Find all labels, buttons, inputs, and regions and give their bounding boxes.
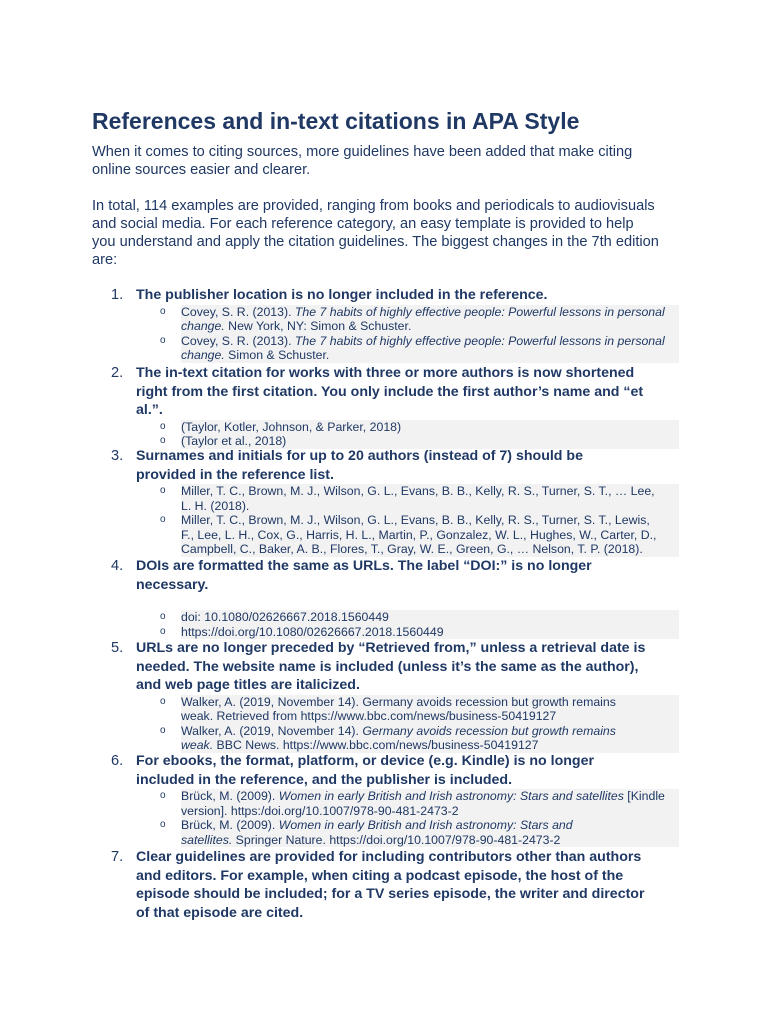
example-item: o Miller, T. C., Brown, M. J., Wilson, G. L., Evans, B. B., Kelly, R. S., Turner, S. T., Lewis, F., Lee, L. H., Cox, G., Harris, H. L., Martin, P., Gonzalez, W. L., Hughes, W., Carter, D., Campbell, C., Baker, A. B., Flores, T., Gray, W. E., Green, G., … Nelson, T. P. (2018).	[181, 513, 679, 557]
summary-paragraph: In total, 114 examples are provided, ranging from books and periodicals to audiovisuals and social media. For each reference category, an easy template is provided to help you understand and apply the citation guidelines. The biggest changes in the 7th edition are:	[92, 198, 659, 268]
example-item: o (Taylor, Kotler, Johnson, & Parker, 2018)	[181, 420, 679, 435]
change-heading: For ebooks, the format, platform, or device (e.g. Kindle) is no longer included in the reference, and the publisher is included.	[136, 753, 594, 788]
list-number: 3.	[111, 448, 124, 464]
example-item: o Covey, S. R. (2013). The 7 habits of highly effective people: Powerful lessons in personal change. New York, NY: Simon & Schuster.	[181, 305, 679, 334]
change-item-3	[92, 447, 692, 557]
change-heading: Surnames and initials for up to 20 authors (instead of 7) should be provided in the reference list.	[136, 448, 583, 483]
list-number: 7.	[111, 849, 124, 865]
bullet-icon: o	[160, 305, 166, 317]
example-item: o Walker, A. (2019, November 14). Germany avoids recession but growth remains weak. BBC News. https://www.bbc.com/news/business-50419127	[181, 724, 679, 753]
example-list	[92, 484, 692, 557]
example-item: o https://doi.org/10.1080/02626667.2018.1560449	[181, 625, 679, 640]
example-item: o (Taylor et al., 2018)	[181, 434, 679, 449]
bullet-icon: o	[160, 420, 166, 432]
bullet-icon: o	[160, 695, 166, 707]
bullet-icon: o	[160, 334, 166, 346]
bullet-icon: o	[160, 819, 166, 830]
list-number: 2.	[111, 365, 124, 381]
example-item: o Brück, M. (2009). Women in early British and Irish astronomy: Stars and satellites. Springer Nature. https://doi.org/10.1007/978-90-481-2473-2	[181, 818, 679, 847]
example-item: o doi: 10.1080/02626667.2018.1560449	[181, 610, 679, 625]
example-item: o Covey, S. R. (2013). The 7 habits of highly effective people: Powerful lessons in personal change. Simon & Schuster.	[181, 334, 679, 363]
bullet-icon: o	[160, 514, 166, 525]
example-list	[92, 695, 692, 753]
example-list	[92, 420, 692, 449]
bullet-icon: o	[160, 435, 166, 446]
bullet-icon: o	[160, 625, 166, 637]
change-item-1	[92, 286, 692, 363]
bullet-icon: o	[160, 790, 166, 801]
change-heading: URLs are no longer preceded by “Retrieved from,” unless a retrieval date is needed. The website name is included (unless it’s the same as the author), and web page titles are italicized.	[136, 640, 646, 693]
bullet-icon: o	[160, 724, 166, 736]
change-item-2	[92, 364, 692, 449]
example-list	[92, 610, 692, 639]
change-heading: The publisher location is no longer included in the reference.	[136, 287, 548, 303]
change-heading: The in-text citation for works with three or more authors is now shortened right from the first citation. You only include the first author’s name and “et al.”.	[136, 365, 644, 418]
example-item: o Brück, M. (2009). Women in early British and Irish astronomy: Stars and satellites [Kindle version]. https:/doi.org/10.1007/978-90-481-2473-2	[181, 789, 679, 818]
bullet-icon: o	[160, 611, 166, 622]
example-list	[92, 789, 692, 847]
list-number: 6.	[111, 753, 124, 769]
change-item-7	[92, 848, 692, 922]
change-item-5	[92, 639, 692, 753]
example-item: o Miller, T. C., Brown, M. J., Wilson, G. L., Evans, B. B., Kelly, R. S., Turner, S. T., … Lee, L. H. (2018).	[181, 484, 679, 513]
intro-paragraph: When it comes to citing sources, more guidelines have been added that make citing online sources easier and clearer.	[92, 144, 633, 178]
change-item-4	[92, 557, 692, 639]
bullet-icon: o	[160, 485, 166, 496]
change-item-6	[92, 752, 692, 847]
list-number: 1.	[111, 287, 124, 303]
list-number: 4.	[111, 558, 124, 574]
example-item: o Walker, A. (2019, November 14). Germany avoids recession but growth remains weak. Retrieved from https://www.bbc.com/news/business-50419127	[181, 695, 679, 724]
change-heading: DOIs are formatted the same as URLs. The label “DOI:” is no longer necessary.	[136, 558, 592, 593]
list-number: 5.	[111, 640, 124, 656]
example-list	[92, 305, 692, 363]
page-title: References and in-text citations in APA Style	[92, 108, 580, 134]
change-heading: Clear guidelines are provided for including contributors other than authors and editors. For example, when citing a podcast episode, the host of the episode should be included; for a TV series episode, the writer and director of that episode are cited.	[136, 849, 645, 921]
